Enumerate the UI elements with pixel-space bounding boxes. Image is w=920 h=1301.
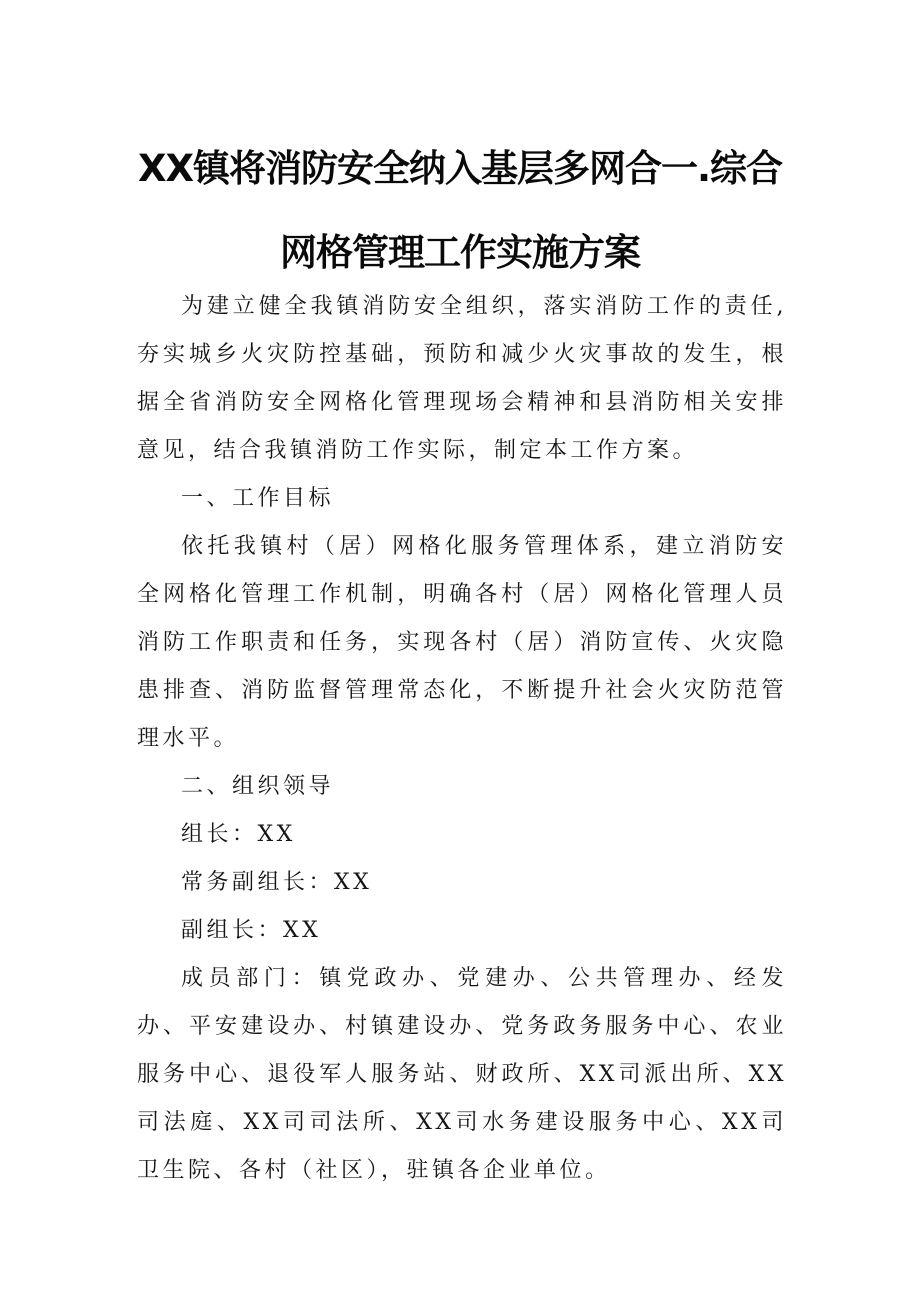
section-heading-work-goals: 一、工作目标	[181, 486, 335, 511]
executive-deputy-leader-line: 常务副组长：XX	[181, 870, 373, 895]
member-departments-paragraph: 成员部门：镇党政办、党建办、公共管理办、经发办、平安建设办、村镇建设办、党务政务服务中心、农业服务中心、退役军人服务站、财政所、XX司派出所、XX司法庭、XX司司法所、XX司水务建设服务中心、XX司卫生院、各村（社区），驻镇各企业单位。	[137, 966, 787, 1183]
intro-paragraph: 为建立健全我镇消防安全组织，落实消防工作的责任,夯实城乡火灾防控基础，预防和减少火灾事故的发生，根据全省消防安全网格化管理现场会精神和县消防相关安排意见，结合我镇消防工作实际，制定本工作方案。	[137, 294, 787, 463]
leader-line: 组长：XX	[181, 822, 296, 847]
document-body	[137, 283, 787, 1195]
work-goals-paragraph: 依托我镇村（居）网格化服务管理体系，建立消防安全网格化管理工作机制，明确各村（居）网格化管理人员消防工作职责和任务，实现各村（居）消防宣传、火灾隐患排查、消防监督管理常态化，不断提升社会火灾防范管理水平。	[137, 534, 787, 751]
document-title-line-2: 网格管理工作实施方案	[280, 231, 640, 274]
document-title-line-1: XX镇将消防安全纳入基层多网合一.综合	[137, 147, 783, 190]
section-heading-leadership: 二、组织领导	[181, 774, 335, 799]
deputy-leader-line: 副组长：XX	[181, 918, 322, 943]
